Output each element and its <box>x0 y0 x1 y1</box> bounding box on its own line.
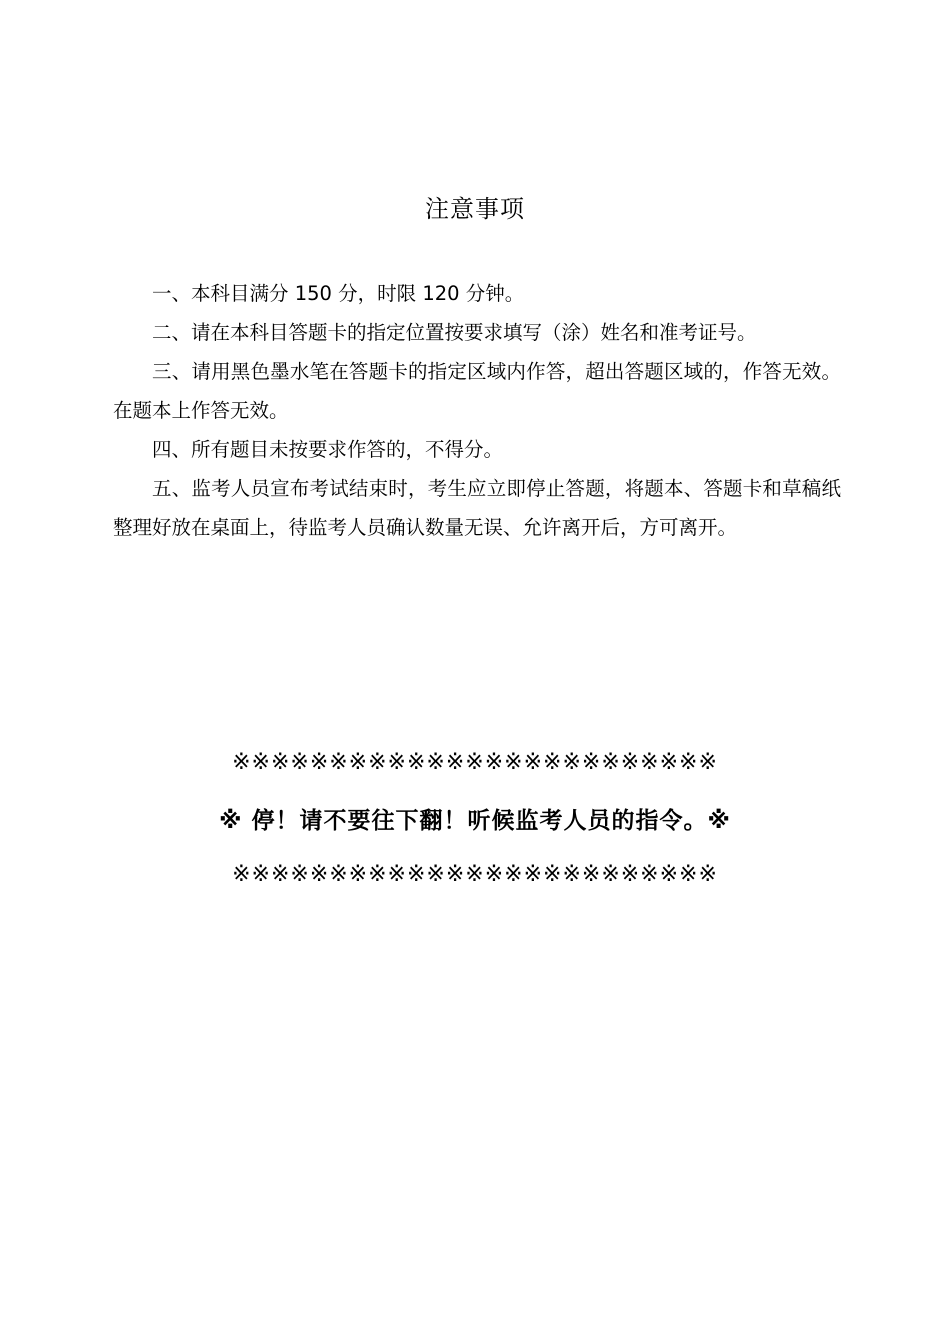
notice-list <box>113 274 841 547</box>
divider-stars-bottom: ※※※※※※※※※※※※※※※※※※※※※※※※※ <box>232 862 718 887</box>
divider-stars-top: ※※※※※※※※※※※※※※※※※※※※※※※※※ <box>232 750 718 775</box>
notice-item-5: 五、监考人员宣布考试结束时，考生应立即停止答题，将题本、答题卡和草稿纸整理好放在桌面上，待监考人员确认数量无误、允许离开后，方可离开。 <box>113 477 841 539</box>
page-title: 注意事项 <box>425 195 525 223</box>
notice-item-1: 一、本科目满分 150 分，时限 120 分钟。 <box>152 282 525 305</box>
notice-item-2: 二、请在本科目答题卡的指定位置按要求填写（涂）姓名和准考证号。 <box>152 321 757 344</box>
notice-item-3: 三、请用黑色墨水笔在答题卡的指定区域内作答，超出答题区域的，作答无效。在题本上作答无效。 <box>113 360 841 422</box>
stop-warning: ※ 停！请不要往下翻！听候监考人员的指令。※ <box>219 808 731 834</box>
notice-item-4: 四、所有题目未按要求作答的，不得分。 <box>152 438 504 461</box>
